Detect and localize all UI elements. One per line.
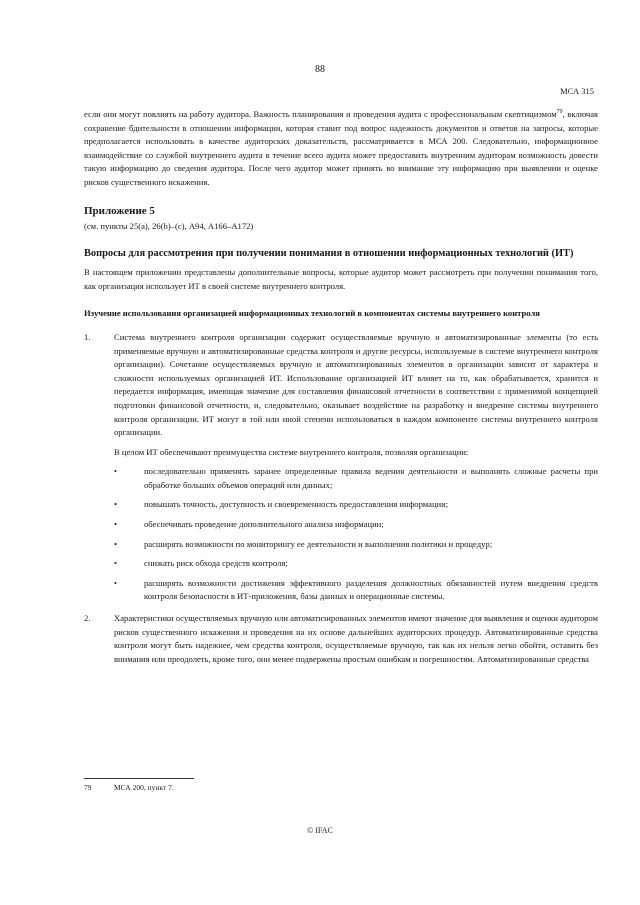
bullet-text: повышать точность, доступность и своевременность предоставления информации;	[144, 499, 449, 510]
numbered-item	[84, 612, 598, 666]
list-item	[114, 498, 598, 512]
footnote-divider	[84, 778, 194, 779]
bullet-list	[114, 465, 598, 604]
bullet-text: расширять возможности по мониторингу ее деятельности и выполнения политики и процедур;	[144, 538, 493, 549]
footnote-mark: 79	[556, 109, 563, 116]
footnote-number: 79	[84, 783, 92, 792]
subheading: Изучение использования организацией информационных технологий в компонентах системы внутреннего контроля	[84, 308, 540, 319]
page-number: 88	[315, 64, 325, 75]
section-title: Вопросы для рассмотрения при получении понимания в отношении информационных технологий (ИТ)	[84, 248, 574, 260]
bullet-text: расширять возможности достижения эффективного разделения должностных обязанностей путем внедрения средств контроля безопасности в ИТ-приложения, базы данных и операционные системы.	[144, 577, 598, 602]
page-content	[84, 108, 598, 672]
footnote	[84, 783, 174, 792]
list-item	[114, 538, 598, 552]
bullet-text: снижать риск обхода средств контроля;	[144, 558, 288, 569]
item-summary: В целом ИТ обеспечивают преимущества системе внутреннего контроля, позволяя организации:	[114, 446, 469, 457]
item-number: 1.	[84, 331, 91, 342]
bullet-text: обеспечивать проведение дополнительного анализа информации;	[144, 519, 384, 530]
item-text: Система внутреннего контроля организации содержит осуществляемые вручную и автоматизированные элементы (то есть применяемые вручную и автоматизированные средства контроля и другие ресурсы, используемые в системе внутреннего контроля организации). Сочетание осуществляемых вручную и автоматизированных элементов в организации зависит от характера и сложности используемых организацией ИТ. Использование организацией ИТ влияет на то, как обрабатывается, хранится и передается информация, имеющая значение для составления финансовой отчетности в соответствии с применимой концепцией подготовки финансовой отчетности, и, следовательно, оказывает воздействие на разработку и внедрение системы внутреннего контроля организации. ИТ могут в той или иной степени использоваться в каждом компоненте системы внутреннего контроля организации.	[114, 331, 598, 438]
bullet-symbol: •	[114, 558, 118, 569]
standard-code: МСА 315	[560, 86, 594, 96]
list-item	[114, 518, 598, 532]
list-item	[114, 577, 598, 604]
intro-paragraph	[84, 108, 598, 190]
bullet-symbol: •	[114, 466, 118, 477]
bullet-text: последовательно применять заранее определенные правила ведения деятельности и выполнять сложные расчеты при обработке больших объемов операций или данных;	[144, 466, 598, 490]
copyright: © IFAC	[307, 826, 333, 835]
intro-text-cont: , включая сохранение бдительности в отношении информации, которая ставит под вопрос надежность документов и ответов на запросы, которые предполагается использовать в качестве аудиторских доказательств, рассматривается в МСА 200. Следовательно, информационное взаимодействие со службой внутреннего аудита в течение всего аудита может предоставить внутренним аудиторам возможность довести такую информацию до сведения аудитора. После чего аудитор может принять во внимание эту информацию при выявлении и оценке рисков существенного искажения.	[84, 109, 599, 187]
footnote-text: МСА 200, пункт 7.	[114, 783, 174, 792]
numbered-item	[84, 331, 598, 440]
item-number: 2.	[84, 613, 91, 624]
item-text: Характеристики осуществляемых вручную или автоматизированных элементов имеют значение для выявления и оценки аудитором рисков существенного искажения и проведения на их основе дальнейших аудиторских процедур. Автоматизированные средства контроля могут быть надежнее, чем средства контроля, осуществляемые вручную, так как их нельзя легко обойти, оставить без внимания или преодолеть, кроме того, они менее подвержены простым ошибкам и погрешностям. Автоматизированные средства	[114, 613, 598, 664]
list-item	[114, 465, 598, 492]
appendix-title: Приложение 5	[84, 204, 155, 217]
list-item	[114, 557, 598, 571]
section-intro: В настоящем приложении представлены дополнительные вопросы, которые аудитор может рассмотреть при получении понимания того, как организация использует ИТ в своей системе внутреннего контроля.	[84, 267, 598, 291]
bullet-symbol: •	[114, 519, 118, 530]
intro-text: если они могут повлиять на работу аудитора. Важность планирования и проведения аудита с профессиональным скептицизмом	[84, 109, 557, 119]
bullet-symbol: •	[114, 499, 118, 510]
bullet-symbol: •	[114, 538, 118, 549]
bullet-symbol: •	[114, 577, 118, 588]
appendix-refs: (см. пункты 25(а), 26(b)–(с), А94, А166–А172)	[84, 220, 254, 231]
